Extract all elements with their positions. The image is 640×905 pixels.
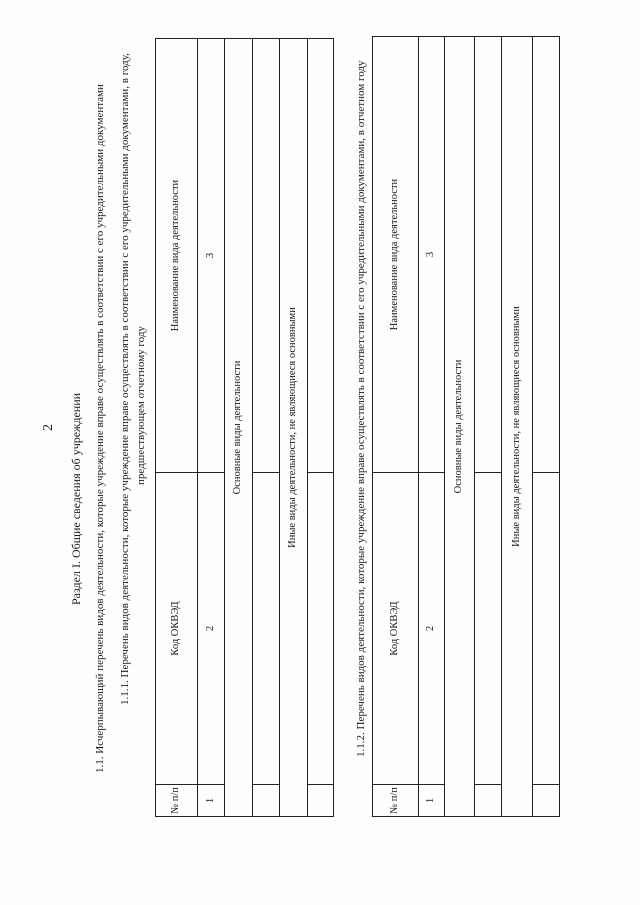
section-row-main <box>445 37 475 817</box>
section-row-main <box>225 39 253 817</box>
header-okved-code: Код ОКВЭД <box>156 473 198 785</box>
col-number-3: 3 <box>419 37 445 473</box>
header-activity-name: Наименование вида деятельности <box>156 39 198 473</box>
col-number-1: 1 <box>419 785 445 817</box>
table-row <box>533 37 560 817</box>
table-numbers-row <box>419 37 445 817</box>
col-number-3: 3 <box>198 39 225 473</box>
paragraph-1-1: 1.1. Исчерпывающий перечень видов деятельности, которые учреждение вправе осуществлять в соответствии с его учредительными документами <box>94 84 106 773</box>
table-row <box>475 37 502 817</box>
table-header-row <box>156 39 198 817</box>
table-header-row <box>373 37 419 817</box>
main-activities-label: Основные виды деятельности <box>225 39 253 817</box>
paragraph-1-1-2: 1.1.2. Перечень видов деятельности, которые учреждение вправе осуществлять в соответствии с его учредительными документами, в отчетном году <box>355 60 367 757</box>
col-number-2: 2 <box>419 473 445 785</box>
main-activities-label: Основные виды деятельности <box>445 37 475 817</box>
table-numbers-row <box>198 39 225 817</box>
section-row-other <box>280 39 308 817</box>
table-row <box>253 39 280 817</box>
section-title: Раздел I. Общие сведения об учреждении <box>69 392 83 605</box>
header-num: № п/п <box>156 785 198 817</box>
col-number-1: 1 <box>198 785 225 817</box>
col-number-2: 2 <box>198 473 225 785</box>
activities-table-reporting-year <box>372 36 560 817</box>
activities-table-previous-year <box>155 38 334 817</box>
other-activities-label: Иные виды деятельности, не являющиеся основными <box>280 39 308 817</box>
section-row-other <box>502 37 533 817</box>
table-row <box>308 39 334 817</box>
paragraph-1-1-1-continued: предшествующем отчетному году <box>135 326 147 485</box>
paragraph-1-1-1: 1.1.1. Перечень видов деятельности, которые учреждение вправе осуществлять в соответствии с его учредительными документами, в году, <box>119 53 131 705</box>
header-num: № п/п <box>373 785 419 817</box>
header-activity-name: Наименование вида деятельности <box>373 37 419 473</box>
other-activities-label: Иные виды деятельности, не являющиеся основными <box>502 37 533 817</box>
page-number: 2 <box>41 424 56 431</box>
header-okved-code: Код ОКВЭД <box>373 473 419 785</box>
